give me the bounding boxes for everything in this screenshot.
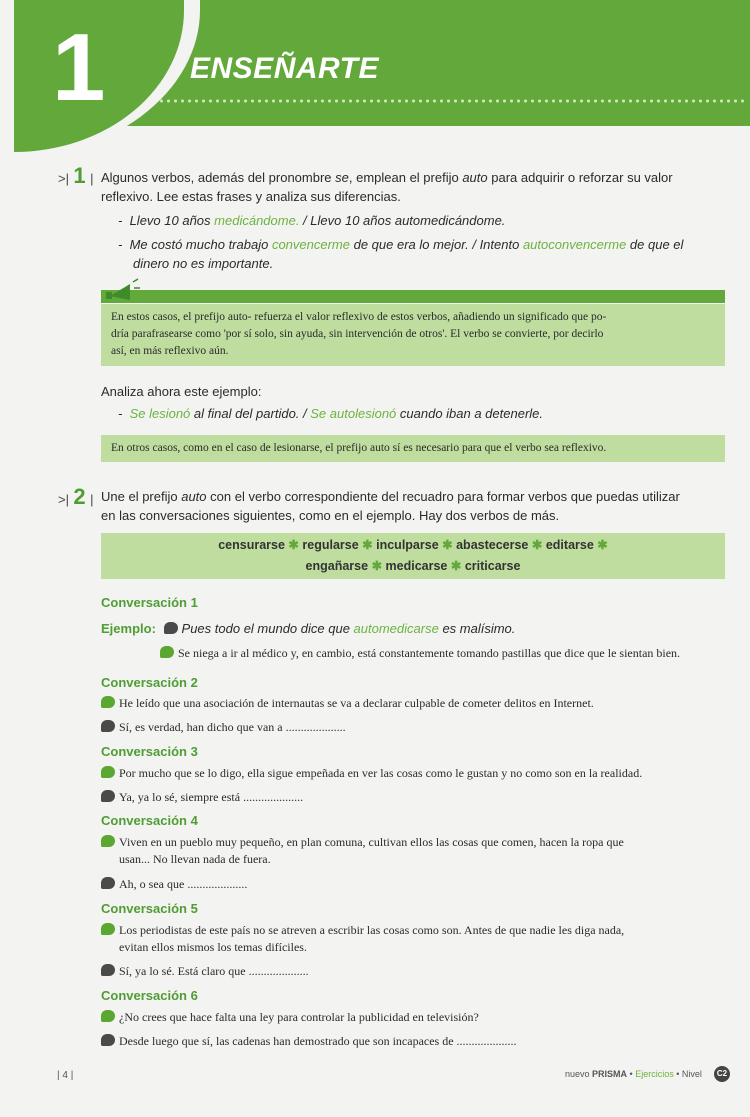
speech-bubble-icon — [101, 766, 115, 778]
page-number: | 4 | — [57, 1070, 74, 1081]
conversation-5-label: Conversación 5 — [101, 901, 198, 916]
speech-bubble-icon — [101, 696, 115, 708]
analyze-text: Analiza ahora este ejemplo: — [101, 384, 262, 399]
exercise-1-instruction: Algunos verbos, además del pronombre se, emplean el prefijo auto para adquirir o reforzar su valor reflexivo. Lee estas frases y analiza sus diferencias. — [101, 170, 673, 204]
conversation-3-label: Conversación 3 — [101, 744, 198, 759]
speech-bubble-icon — [101, 877, 115, 889]
word-box — [101, 533, 725, 579]
note-box-1: En estos casos, el prefijo auto- refuerza el valor reflexivo de estos verbos, añadiendo un significado que po- dría parafrasearse como 'por sí solo, sin ayuda, sin intervención de otros'. El verbo se convierte, por decirlo así, en más reflexivo aún. — [101, 304, 725, 366]
conversation-2-line-1: He leído que una asociación de internautas se va a declarar culpable de cometer delitos en Internet. — [101, 695, 731, 712]
exercise-2-instruction: Une el prefijo auto con el verbo correspondiente del recuadro para formar verbos que puedas utilizar en las conversaciones siguientes, como en el ejemplo. Hay dos verbos de más. — [101, 489, 680, 523]
example-1: - Llevo 10 años medicándome. / Llevo 10 años automedicándome. — [118, 213, 506, 228]
conversation-1-line-2: Se niega a ir al médico y, en cambio, está constantemente tomando pastillas que dice que le sientan bien. — [160, 645, 730, 662]
exercise-1-heading: >| 1 | — [58, 163, 94, 188]
megaphone-icon — [106, 278, 140, 302]
example-3: - Se lesionó al final del partido. / Se autolesionó cuando iban a detenerle. — [118, 406, 544, 421]
word-box-line-2: engañarse ✱ medicarse ✱ criticarse — [305, 559, 521, 573]
unit-title: ENSEÑARTE — [190, 52, 379, 85]
note-header-bar — [101, 290, 725, 303]
conversation-3-line-2: Ya, ya lo sé, siempre está .................... — [101, 789, 731, 806]
dotted-line — [158, 98, 748, 104]
conversation-2-line-2: Sí, es verdad, han dicho que van a .................... — [101, 719, 731, 736]
example-2: - Me costó mucho trabajo convencerme de que era lo mejor. / Intento autoconvencerme de que el dinero no es importante. — [118, 237, 684, 271]
unit-number: 1 — [52, 14, 106, 121]
speech-bubble-icon — [160, 646, 174, 658]
footer-brand: nuevo PRISMA • Ejercicios • Nivel — [565, 1069, 702, 1079]
conversation-6-line-2: Desde luego que sí, las cadenas han demostrado que son incapaces de .................... — [101, 1033, 731, 1050]
conversation-4-line-2: Ah, o sea que .................... — [101, 876, 731, 893]
speech-bubble-icon — [164, 622, 178, 634]
conversation-2-label: Conversación 2 — [101, 675, 198, 690]
speech-bubble-icon — [101, 1010, 115, 1022]
conversation-5-line-2: Sí, ya lo sé. Está claro que .................... — [101, 963, 731, 980]
exercise-2-heading: >| 2 | — [58, 484, 94, 509]
note-box-2: En otros casos, como en el caso de lesionarse, el prefijo auto sí es necesario para que el verbo sea reflexivo. — [101, 435, 725, 462]
speech-bubble-icon — [101, 964, 115, 976]
exercise-marker: >| — [58, 171, 69, 186]
speech-bubble-icon — [101, 790, 115, 802]
conversation-5-line-1: Los periodistas de este país no se atreven a escribir las cosas como son. Antes de que nadie les diga nada, evitan ellos mismos los temas difíciles. — [101, 922, 736, 956]
conversation-3-line-1: Por mucho que se lo digo, ella sigue empeñada en ver las cosas como le gustan y no como son en la realidad. — [101, 765, 736, 782]
conversation-1-label: Conversación 1 — [101, 595, 198, 610]
level-badge: C2 — [714, 1066, 730, 1082]
speech-bubble-icon — [101, 720, 115, 732]
speech-bubble-icon — [101, 1034, 115, 1046]
conversation-6-line-1: ¿No crees que hace falta una ley para controlar la publicidad en televisión? — [101, 1009, 731, 1026]
speech-bubble-icon — [101, 835, 115, 847]
conversation-4-label: Conversación 4 — [101, 813, 198, 828]
exercise-number: 1 — [73, 163, 86, 188]
word-box-line-1: censurarse ✱ regularse ✱ inculparse ✱ abastecerse ✱ editarse ✱ — [218, 538, 608, 552]
speech-bubble-icon — [101, 923, 115, 935]
conversation-4-line-1: Viven en un pueblo muy pequeño, en plan comuna, cultivan ellos las cosas que comen, hacen la ropa que usan... No llevan nada de fuera. — [101, 834, 736, 868]
conversation-1-example: Ejemplo: Pues todo el mundo dice que automedicarse es malísimo. — [101, 621, 516, 636]
conversation-6-label: Conversación 6 — [101, 988, 198, 1003]
